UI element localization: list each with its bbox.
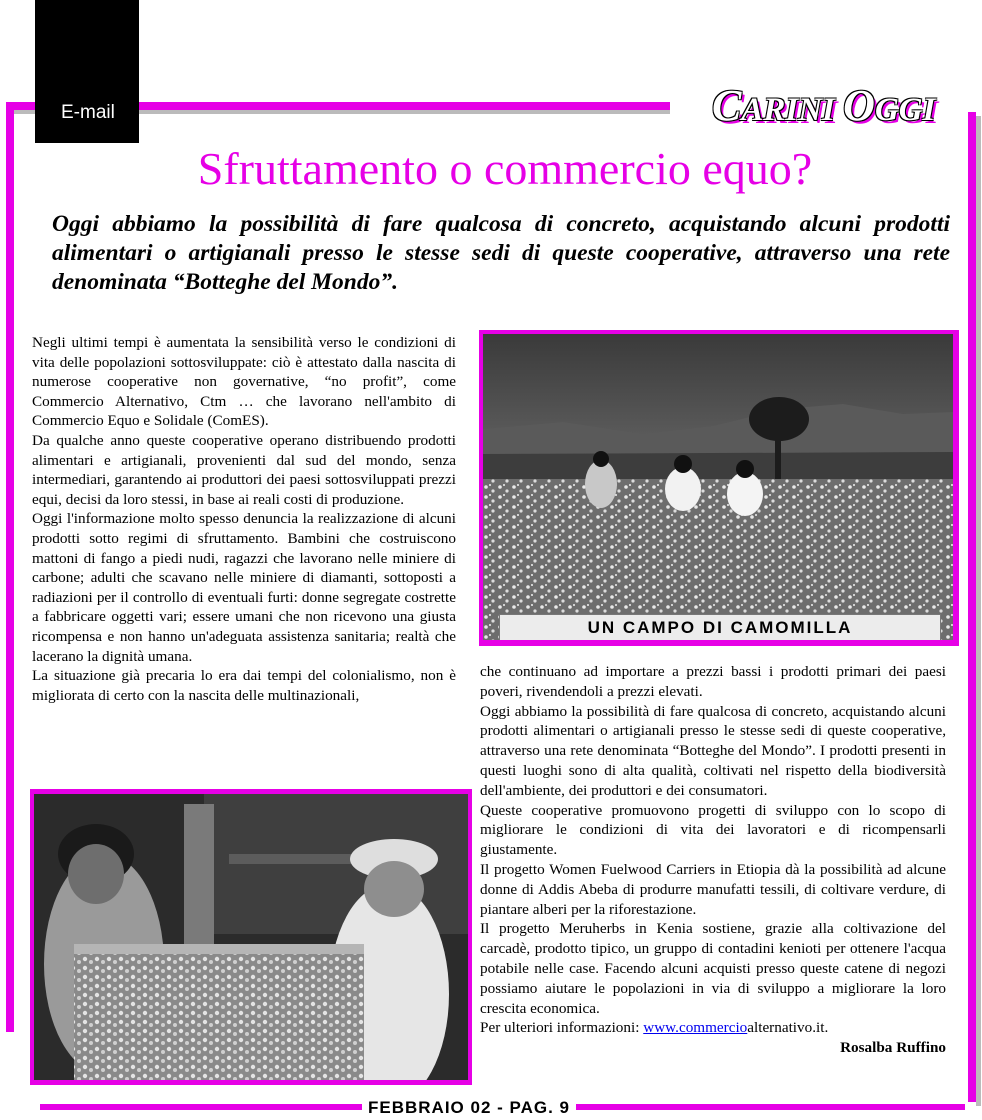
email-tab-label: E-mail [61, 102, 115, 123]
article-author: Rosalba Ruffino [840, 1039, 946, 1057]
frame-shadow-right [976, 116, 981, 1106]
paragraph: Il progetto Women Fuelwood Carriers in Etiopia dà la possibilità ad alcune donne di Addis Abeba di produrre manufatti tessili, di coltivare verdure, di piantare alberi per la riforestazione. [480, 860, 946, 918]
paragraph: Negli ultimi tempi è aumentata la sensibilità verso le condizioni di vita delle popolazioni sottosviluppate: ciò è attestato dalla nascita di numerose cooperative non governative, “no profit”, come Commercio Alternativo, Ctm … che lavorano nell'ambito di Commercio Equo e Solidale (ComES). [32, 334, 456, 430]
article-headline: Sfruttamento o commercio equo? [197, 143, 813, 194]
workers-photo-frame [30, 789, 472, 1085]
left-column [32, 333, 456, 705]
paragraph: Da qualche anno queste cooperative operano distribuendo prodotti alimentari e artigianali, provenienti dal sud del mondo, senza intermediari, garantendo ai produttori dei paesi sottosviluppati prezzi equi, decisi da loro stessi, in base ai reali costi di produzione. [32, 431, 456, 508]
page-footer: FEBBRAIO 02 - PAG. 9 [362, 1097, 576, 1119]
paragraph: che continuano ad importare a prezzi bassi i prodotti primari dei paesi poveri, rivendendoli a prezzi elevati. [480, 663, 946, 700]
workers-photo [34, 794, 468, 1080]
commercio-link[interactable]: www.commercio [643, 1019, 748, 1037]
magenta-frame-left [6, 102, 14, 1032]
chamomile-field-photo [483, 334, 953, 640]
paragraph: Oggi l'informazione molto spesso denuncia la realizzazione di alcuni prodotti sotto regimi di sfruttamento. Bambini che costruiscono mattoni di fango a piedi nudi, ragazzi che lavorano nelle miniere di carbone; adulti che scavano nelle miniere di diamanti, sottoposti a radiazioni per il controllo di eventuali furti: donne segregate costrette a fabbricare oggetti vari; essere umani che non ricevono una giusta ricompensa e non hanno un'adeguata assistenza sanitaria; realtà che lacerano la dignità umana. [32, 510, 456, 665]
right-column [480, 662, 946, 1058]
magenta-frame-right [968, 112, 976, 1102]
email-section-tab [35, 0, 139, 143]
article-standfirst: Oggi abbiamo la possibilità di fare qualcosa di concreto, acquistando alcuni prodotti alimentari o artigianali presso le stesse sedi di queste cooperative, attraverso una rete denominata “Botteghe del Mondo”. [52, 211, 950, 295]
more-info-line: Per ulteriori informazioni: www.commercioalternativo.it. [480, 1019, 829, 1037]
chamomile-field-photo-frame [479, 330, 959, 646]
paragraph: Il progetto Meruherbs in Kenia sostiene, grazie alla coltivazione del carcadè, prodotto tipico, un gruppo di contadini kenioti per ottenere l'acqua potabile nelle case. Facendo alcuni acquisti presso queste catene di negozi possiamo aiutare le popolazioni in via di sviluppo a migliorare la loro crescita economica. [480, 920, 946, 1017]
carini-oggi-logo: CARINI OGGI [712, 81, 936, 130]
photo-caption: UN CAMPO DI CAMOMILLA [499, 614, 941, 640]
paragraph: Oggi abbiamo la possibilità di fare qualcosa di concreto, acquistando alcuni prodotti alimentari o artigianali presso le stesse sedi di queste cooperative, attraverso una rete denominata “Botteghe del Mondo”. I prodotti presenti in questi luoghi sono di alta qualità, coltivati nel rispetto della biodiversità dell'ambiente, dei produttori e dei consumatori. [480, 702, 946, 799]
paragraph: Queste cooperative promuovono progetti di sviluppo con lo scopo di migliorare le condizioni di vita dei lavoratori e di ricompensarli giustamente. [480, 801, 946, 859]
paragraph: La situazione già precaria lo era dai tempi del colonialismo, non è migliorata di certo con la nascita delle multinazionali, [32, 667, 456, 704]
